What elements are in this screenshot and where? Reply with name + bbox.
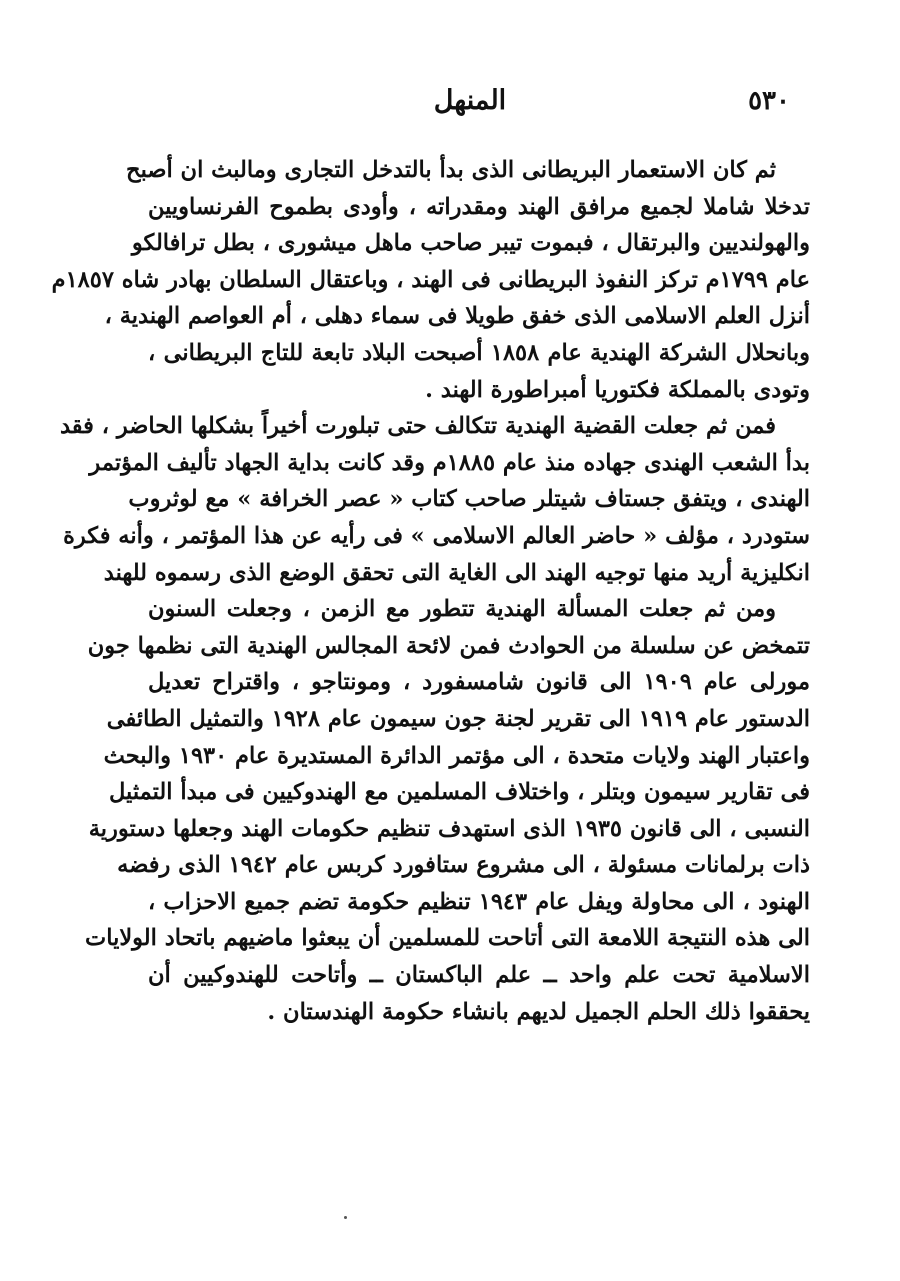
text-line: فمن ثم جعلت القضية الهندية تتكالف حتى تبلورت أخيراً بشكلها الحاضر ، فقد — [59, 413, 776, 440]
page-number: ٥٣٠ — [748, 86, 790, 116]
text-line: انكليزية أريد منها توجيه الهند الى الغاية التى تحقق الوضع الذى رسموه للهند — [103, 559, 810, 586]
speck-mark — [344, 1216, 347, 1219]
text-line: تتمخض عن سلسلة من الحوادث فمن لائحة المجالس الهندية التى نظمها جون — [87, 632, 810, 659]
text-line: بدأ الشعب الهندى جهاده منذ عام ١٨٨٥م وقد كانت بداية الجهاد تأليف المؤتمر — [89, 449, 810, 476]
text-line: تدخلا شاملا لجميع مرافق الهند ومقدراته ، وأودى بطموح الفرنساويين — [148, 193, 810, 220]
text-line: أنزل العلم الاسلامى الذى خفق طويلا فى سماء دهلى ، أم العواصم الهندية ، — [104, 303, 810, 330]
text-line: ثم كان الاستعمار البريطانى الذى بدأ بالتدخل التجارى ومالبث ان أصبح — [126, 157, 776, 183]
text-line: ستودرد ، مؤلف « حاضر العالم الاسلامى » فى رأيه عن هذا المؤتمر ، وأنه فكرة — [63, 522, 810, 549]
text-line: عام ١٧٩٩م تركز النفوذ البريطانى فى الهند ، وباعتقال السلطان بهادر شاه ١٨٥٧م — [51, 266, 810, 293]
text-line: الاسلامية تحت علم واحد ــ علم الباكستان ــ وأتاحت للهندوكيين أن — [148, 962, 810, 989]
text-line: ذات برلمانات مسئولة ، الى مشروع ستافورد كربس عام ١٩٤٢ الذى رفضه — [117, 852, 810, 879]
text-line: والهولنديين والبرتقال ، فبموت تيبر صاحب ماهل ميشورى ، بطل ترافالكو — [131, 230, 810, 257]
text-line: مورلى عام ١٩٠٩ الى قانون شامسفورد ، ومونتاجو ، واقتراح تعديل — [148, 669, 810, 696]
page-header — [150, 86, 790, 126]
text-line: الى هذه النتيجة اللامعة التى أتاحت للمسلمين أن يبعثوا ماضيهم باتحاد الولايات — [85, 925, 810, 952]
text-line: الهنود ، الى محاولة ويفل عام ١٩٤٣ تنظيم حكومة تضم جميع الاحزاب ، — [148, 888, 810, 915]
text-line: الهندى ، ويتفق جستاف شيتلر صاحب كتاب « عصر الخرافة » مع لوثروب — [128, 486, 810, 513]
text-line: يحققوا ذلك الحلم الجميل لديهم بانشاء حكومة الهندستان . — [267, 998, 810, 1025]
text-line: واعتبار الهند ولايات متحدة ، الى مؤتمر الدائرة المستديرة عام ١٩٣٠ والبحث — [103, 742, 810, 769]
text-line: الدستور عام ١٩١٩ الى تقرير لجنة جون سيمون عام ١٩٢٨ والتمثيل الطائفى — [106, 705, 810, 732]
text-line: النسبى ، الى قانون ١٩٣٥ الذى استهدف تنظيم حكومات الهند وجعلها دستورية — [88, 815, 810, 842]
running-title: المنهل — [433, 85, 507, 116]
text-line: ومن ثم جعلت المسألة الهندية تتطور مع الزمن ، وجعلت السنون — [148, 596, 776, 623]
body-text — [51, 152, 810, 1030]
text-line: وتودى بالمملكة فكتوريا أمبراطورة الهند . — [425, 376, 810, 403]
text-line: وبانحلال الشركة الهندية عام ١٨٥٨ أصبحت البلاد تابعة للتاج البريطانى ، — [148, 339, 810, 366]
text-line: فى تقارير سيمون وبتلر ، واختلاف المسلمين مع الهندوكيين فى مبدأ التمثيل — [108, 779, 810, 806]
